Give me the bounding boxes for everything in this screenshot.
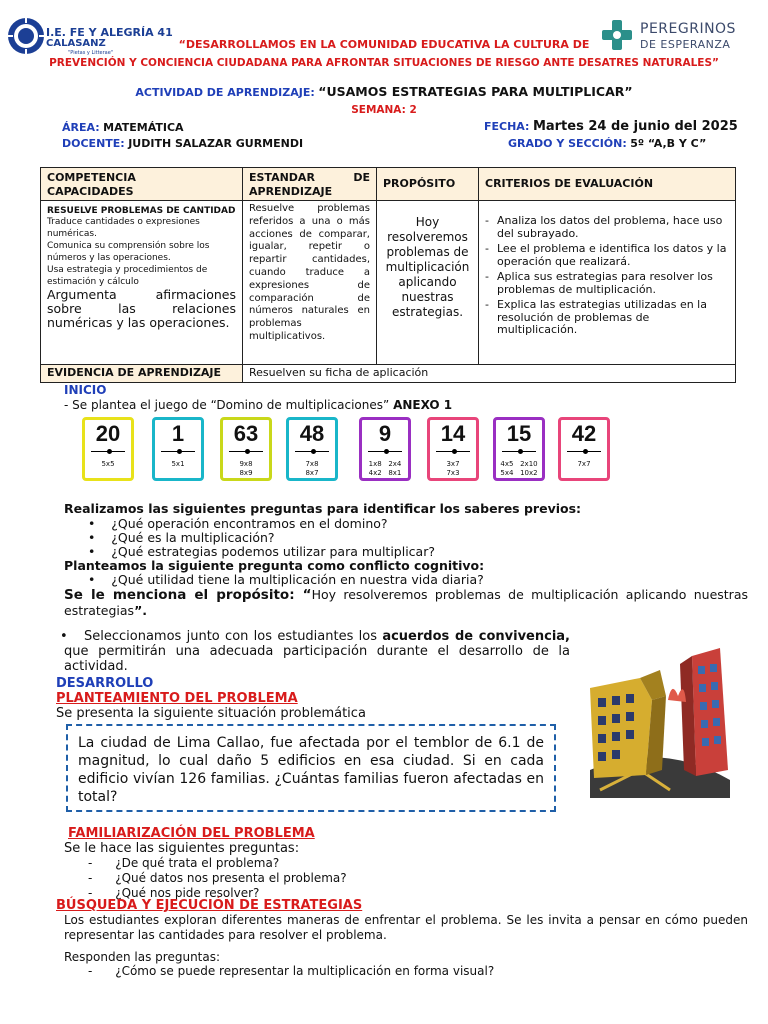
domino-tile <box>220 417 272 481</box>
problem-box <box>66 724 556 812</box>
domino-number: 14 <box>440 421 466 446</box>
activity-title: “USAMOS ESTRATEGIAS PARA MULTIPLICAR” <box>318 84 633 99</box>
domino-dot <box>107 449 112 454</box>
domino-tile <box>359 417 411 481</box>
competence-cell <box>41 201 243 365</box>
area-line <box>62 121 184 134</box>
area-value: MATEMÁTICA <box>103 121 184 134</box>
capacity-big: Argumenta afirmaciones sobre las relaciones numéricas y las operaciones. <box>47 287 236 330</box>
area-label: ÁREA: <box>62 121 100 134</box>
problem-title: PLANTEAMIENTO DEL PROBLEMA <box>56 691 298 706</box>
header-proposito: PROPÓSITO <box>377 168 479 201</box>
strategy-title: BÚSQUEDA Y EJECUCIÓN DE ESTRATEGIAS <box>56 898 363 913</box>
week: SEMANA: 2 <box>351 104 417 116</box>
criteria-cell <box>479 201 735 365</box>
domino-tile <box>286 417 338 481</box>
capacity-item: Usa estrategia y procedimientos de estimación y cálculo <box>47 265 208 287</box>
domino-tile <box>82 417 134 481</box>
domino-number: 48 <box>299 421 325 446</box>
desarrollo-title: DESARROLLO <box>56 676 154 691</box>
domino-number: 9 <box>378 421 392 446</box>
header-estandar: ESTANDAR DE APRENDIZAJE <box>243 168 377 201</box>
list-item: • ¿Qué utilidad tiene la multiplicación en nuestra vida diaria? <box>88 572 484 587</box>
date-label: FECHA: <box>484 120 530 133</box>
slogan-line2: PREVENCIÓN Y CONCIENCIA CIUDADANA PARA AFRONTAR SITUACIONES DE RIESGO ANTE DESATRES NATURALES” <box>49 57 719 69</box>
purpose-text: Hoy resolveremos problemas de multiplicación aplicando nuestras estrategias. <box>385 215 470 319</box>
standard-text: Resuelve problemas referidos a una o más acciones de comparar, igualar, repetir o repartir cantidades, cuando traduce a expresiones de comparación de números naturales en problemas multiplicativos. <box>249 203 370 342</box>
activity-label: ACTIVIDAD DE APRENDIZAJE: <box>135 86 315 99</box>
evidence-value: Resuelven su ficha de aplicación <box>249 366 429 379</box>
domino-operations: 7x7 <box>577 460 591 468</box>
domino-dot <box>384 449 389 454</box>
domino-dot <box>583 449 588 454</box>
inicio-title: INICIO <box>64 383 107 397</box>
conflict-title: Planteamos la siguiente pregunta como conflicto cognitivo: <box>64 558 485 573</box>
domino-number: 42 <box>571 421 597 446</box>
domino-dot <box>245 449 250 454</box>
date-line <box>484 119 738 134</box>
criteria-item: - Lee el problema e identifica los datos y la operación que realizará. <box>485 242 727 268</box>
teacher-line <box>62 137 303 150</box>
competence-title: RESUELVE PROBLEMAS DE CANTIDAD <box>47 206 236 216</box>
strategy-text: Los estudiantes exploran diferentes maneras de enfrentar el problema. Se les invita a pensar en cómo pueden representar las cantidades para resolver el problema. <box>64 913 748 942</box>
list-item: - ¿Qué nos pide resolver? <box>88 886 260 900</box>
domino-number: 15 <box>506 421 532 446</box>
criteria-item: - Aplica sus estrategias para resolver los problemas de multiplicación. <box>485 270 713 296</box>
familiar-title: FAMILIARIZACIÓN DEL PROBLEMA <box>68 826 315 841</box>
list-item: • ¿Qué operación encontramos en el domino? <box>88 516 388 531</box>
school-name: I.E. FE Y ALEGRÍA 41 <box>46 26 173 39</box>
list-item: • ¿Qué estrategias podemos utilizar para multiplicar? <box>88 544 435 559</box>
domino-number: 63 <box>233 421 259 446</box>
grade-line <box>508 137 706 150</box>
domino-operations: 3x7 7x3 <box>446 460 460 477</box>
criteria-item: - Explica las estrategias utilizadas en la resolución de problemas de multiplicación. <box>485 298 707 336</box>
list-item: - ¿Qué datos nos presenta el problema? <box>88 871 347 885</box>
grade-label: GRADO Y SECCIÓN: <box>508 137 627 150</box>
domino-tile <box>152 417 204 481</box>
collapsed-buildings-icon <box>580 640 740 800</box>
agreements: • Seleccionamos junto con los estudiantes los acuerdos de convivencia, que permitirán una adecuada participación durante el desarrollo de la actividad. <box>60 629 570 674</box>
list-item: - ¿Cómo se puede representar la multiplicación en forma visual? <box>88 964 495 978</box>
domino-dot <box>452 449 457 454</box>
answer-intro: Responden las preguntas: <box>64 950 221 964</box>
header-criterios: CRITERIOS DE EVALUACIÓN <box>479 168 735 201</box>
problem-text: La ciudad de Lima Callao, fue afectada por el temblor de 6.1 de magnitud, lo cual daño 5 edificios en esa ciudad. Si en cada edificio vivían 126 familias. ¿Cuántas familias fueron afectadas en total? <box>78 735 544 805</box>
domino-operations: 9x8 8x9 <box>239 460 253 477</box>
domino-tile <box>427 417 479 481</box>
domino-operations: 5x5 <box>101 460 115 468</box>
capacity-item: Comunica su comprensión sobre los números y las operaciones. <box>47 241 210 263</box>
criteria-item: - Analiza los datos del problema, hace uso del subrayado. <box>485 214 723 240</box>
domino-number: 20 <box>95 421 121 446</box>
domino-operations: 7x8 8x7 <box>305 460 319 477</box>
grade-value: 5º “A,B Y C” <box>630 137 707 150</box>
activity-line <box>0 84 768 99</box>
evidence-label: EVIDENCIA DE APRENDIZAJE <box>41 365 243 382</box>
date-value: Martes 24 de junio del 2025 <box>532 119 738 134</box>
header-competencia: COMPETENCIA CAPACIDADES <box>41 168 243 201</box>
domino-dot <box>311 449 316 454</box>
teacher-label: DOCENTE: <box>62 137 125 150</box>
domino-tile <box>493 417 545 481</box>
capacity-item: Traduce cantidades o expresiones numéricas. <box>47 217 200 239</box>
teacher-value: JUDITH SALAZAR GURMENDI <box>128 137 304 150</box>
domino-dot <box>177 449 182 454</box>
purpose-cell <box>377 201 479 365</box>
inicio-line: - Se plantea el juego de “Domino de multiplicaciones” ANEXO 1 <box>64 398 453 412</box>
domino-operations: 5x1 <box>171 460 185 468</box>
slogan-line1: “DESARROLLAMOS EN LA COMUNIDAD EDUCATIVA LA CULTURA DE <box>178 38 590 51</box>
domino-dot <box>518 449 523 454</box>
purpose-line: Se le menciona el propósito: “Hoy resolveremos problemas de multiplicación aplicando nuestras estrategias”. <box>64 587 748 618</box>
list-item: - ¿De qué trata el problema? <box>88 856 280 870</box>
domino-tile <box>558 417 610 481</box>
list-item: • ¿Qué es la multiplicación? <box>88 530 275 545</box>
familiar-intro: Se le hace las siguientes preguntas: <box>64 841 300 856</box>
partner-logo-line2: DE ESPERANZA <box>640 38 731 51</box>
school-motto: "Pietas y Litterae" <box>68 50 114 56</box>
problem-intro: Se presenta la siguiente situación problemática <box>56 706 366 721</box>
school-sub: CALASANZ <box>46 38 106 49</box>
domino-number: 1 <box>171 421 185 446</box>
partner-logo-line1: PEREGRINOS <box>640 21 736 37</box>
domino-operations: 1x8 2x4 4x2 8x1 <box>368 460 402 477</box>
previous-title: Realizamos las siguientes preguntas para identificar los saberes previos: <box>64 501 582 516</box>
domino-operations: 4x5 2x10 5x4 10x2 <box>500 460 538 477</box>
planning-table <box>40 167 736 383</box>
standard-cell <box>243 201 377 365</box>
